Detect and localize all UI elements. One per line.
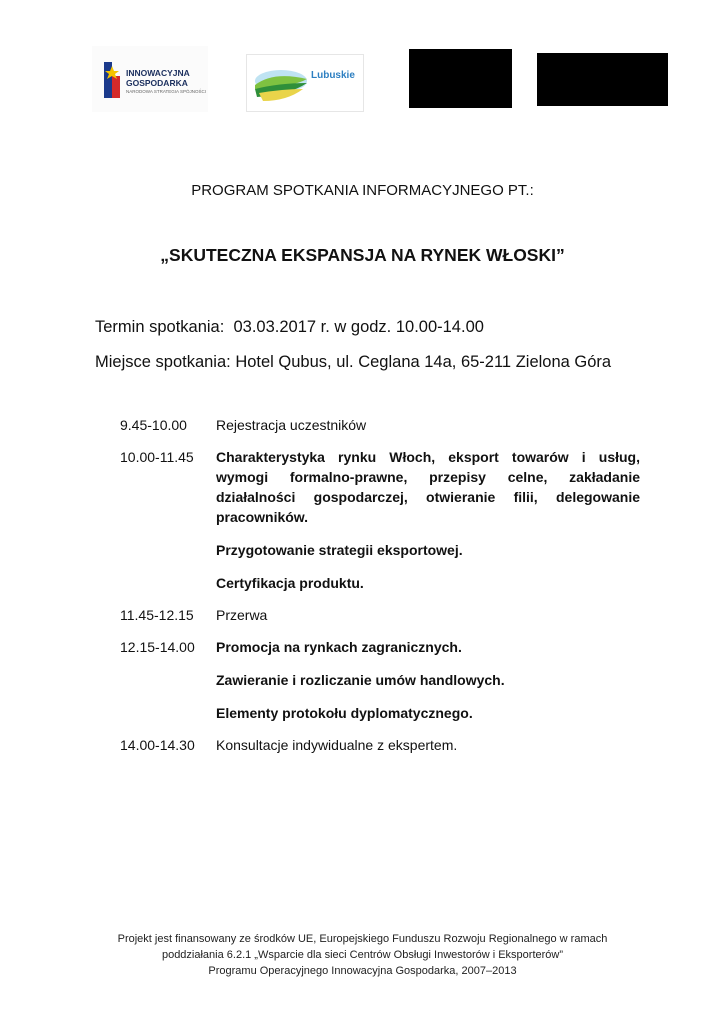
lubuskie-logo: [246, 54, 364, 112]
footer-line-2: poddziałania 6.2.1 „Wsparcie dla sieci Centrów Obsługi Inwestorów i Eksporterów”: [161, 949, 564, 961]
agenda: [120, 415, 640, 767]
agenda-item: Rejestracja uczestników: [216, 417, 367, 433]
lubuskie-landscape-icon: [253, 63, 309, 103]
agenda-description: [216, 637, 640, 723]
agenda-time: 10.00-11.45: [120, 449, 194, 465]
agenda-description: [216, 735, 640, 755]
agenda-row: [120, 735, 640, 755]
funding-footer: [0, 931, 725, 979]
agenda-item: Charakterystyka rynku Włoch, eksport towarów i usług, wymogi formalno-prawne, przepisy celne, zakładanie działalności gospodarczej, otwieranie filii, delegowanie pracowników.: [216, 449, 640, 525]
agenda-row: [120, 637, 640, 723]
agenda-row: [120, 415, 640, 435]
agenda-description: [216, 447, 640, 593]
innowacyjna-gospodarka-logo: [92, 46, 208, 112]
agenda-row: [120, 605, 640, 625]
agenda-time: 14.00-14.30: [120, 737, 195, 753]
innowacyjna-logo-text: [126, 68, 190, 88]
meeting-place: Miejsce spotkania: Hotel Qubus, ul. Ceglana 14a, 65-211 Zielona Góra: [95, 353, 612, 371]
agenda-item: Certyfikacja produktu.: [216, 575, 364, 591]
agenda-time: 11.45-12.15: [120, 607, 194, 623]
agenda-item: Przerwa: [216, 607, 268, 623]
redacted-logo-2: [537, 53, 668, 106]
logo-bar: [0, 44, 725, 114]
lubuskie-logo-text: Lubuskie: [311, 70, 355, 81]
meeting-date: Termin spotkania: 03.03.2017 r. w godz. 10.00-14.00: [95, 318, 484, 336]
agenda-row: [120, 447, 640, 593]
agenda-description: [216, 605, 640, 625]
agenda-time: 9.45-10.00: [120, 417, 187, 433]
footer-line-3: Programu Operacyjnego Innowacyjna Gospodarka, 2007–2013: [208, 965, 517, 977]
innowacyjna-line1: INNOWACYJNA: [126, 68, 190, 78]
agenda-description: [216, 415, 640, 435]
agenda-item: Przygotowanie strategii eksportowej.: [216, 542, 463, 558]
agenda-item: Konsultacje indywidualne z ekspertem.: [216, 737, 458, 753]
innowacyjna-logo-subtitle: NARODOWA STRATEGIA SPÓJNOŚCI: [126, 89, 207, 94]
agenda-item: Zawieranie i rozliczanie umów handlowych.: [216, 672, 505, 688]
agenda-time: 12.15-14.00: [120, 639, 195, 655]
redacted-logo-1: [409, 49, 512, 108]
innowacyjna-emblem-icon: [104, 62, 120, 98]
program-heading: PROGRAM SPOTKANIA INFORMACYJNEGO PT.:: [191, 182, 534, 199]
agenda-item: Promocja na rynkach zagranicznych.: [216, 639, 462, 655]
event-title: „SKUTECZNA EKSPANSJA NA RYNEK WŁOSKI”: [160, 245, 565, 265]
agenda-item: Elementy protokołu dyplomatycznego.: [216, 705, 473, 721]
footer-line-1: Projekt jest finansowany ze środków UE, Europejskiego Funduszu Rozwoju Regionalnego w ramach: [117, 933, 608, 945]
innowacyjna-line2: GOSPODARKA: [126, 78, 188, 88]
